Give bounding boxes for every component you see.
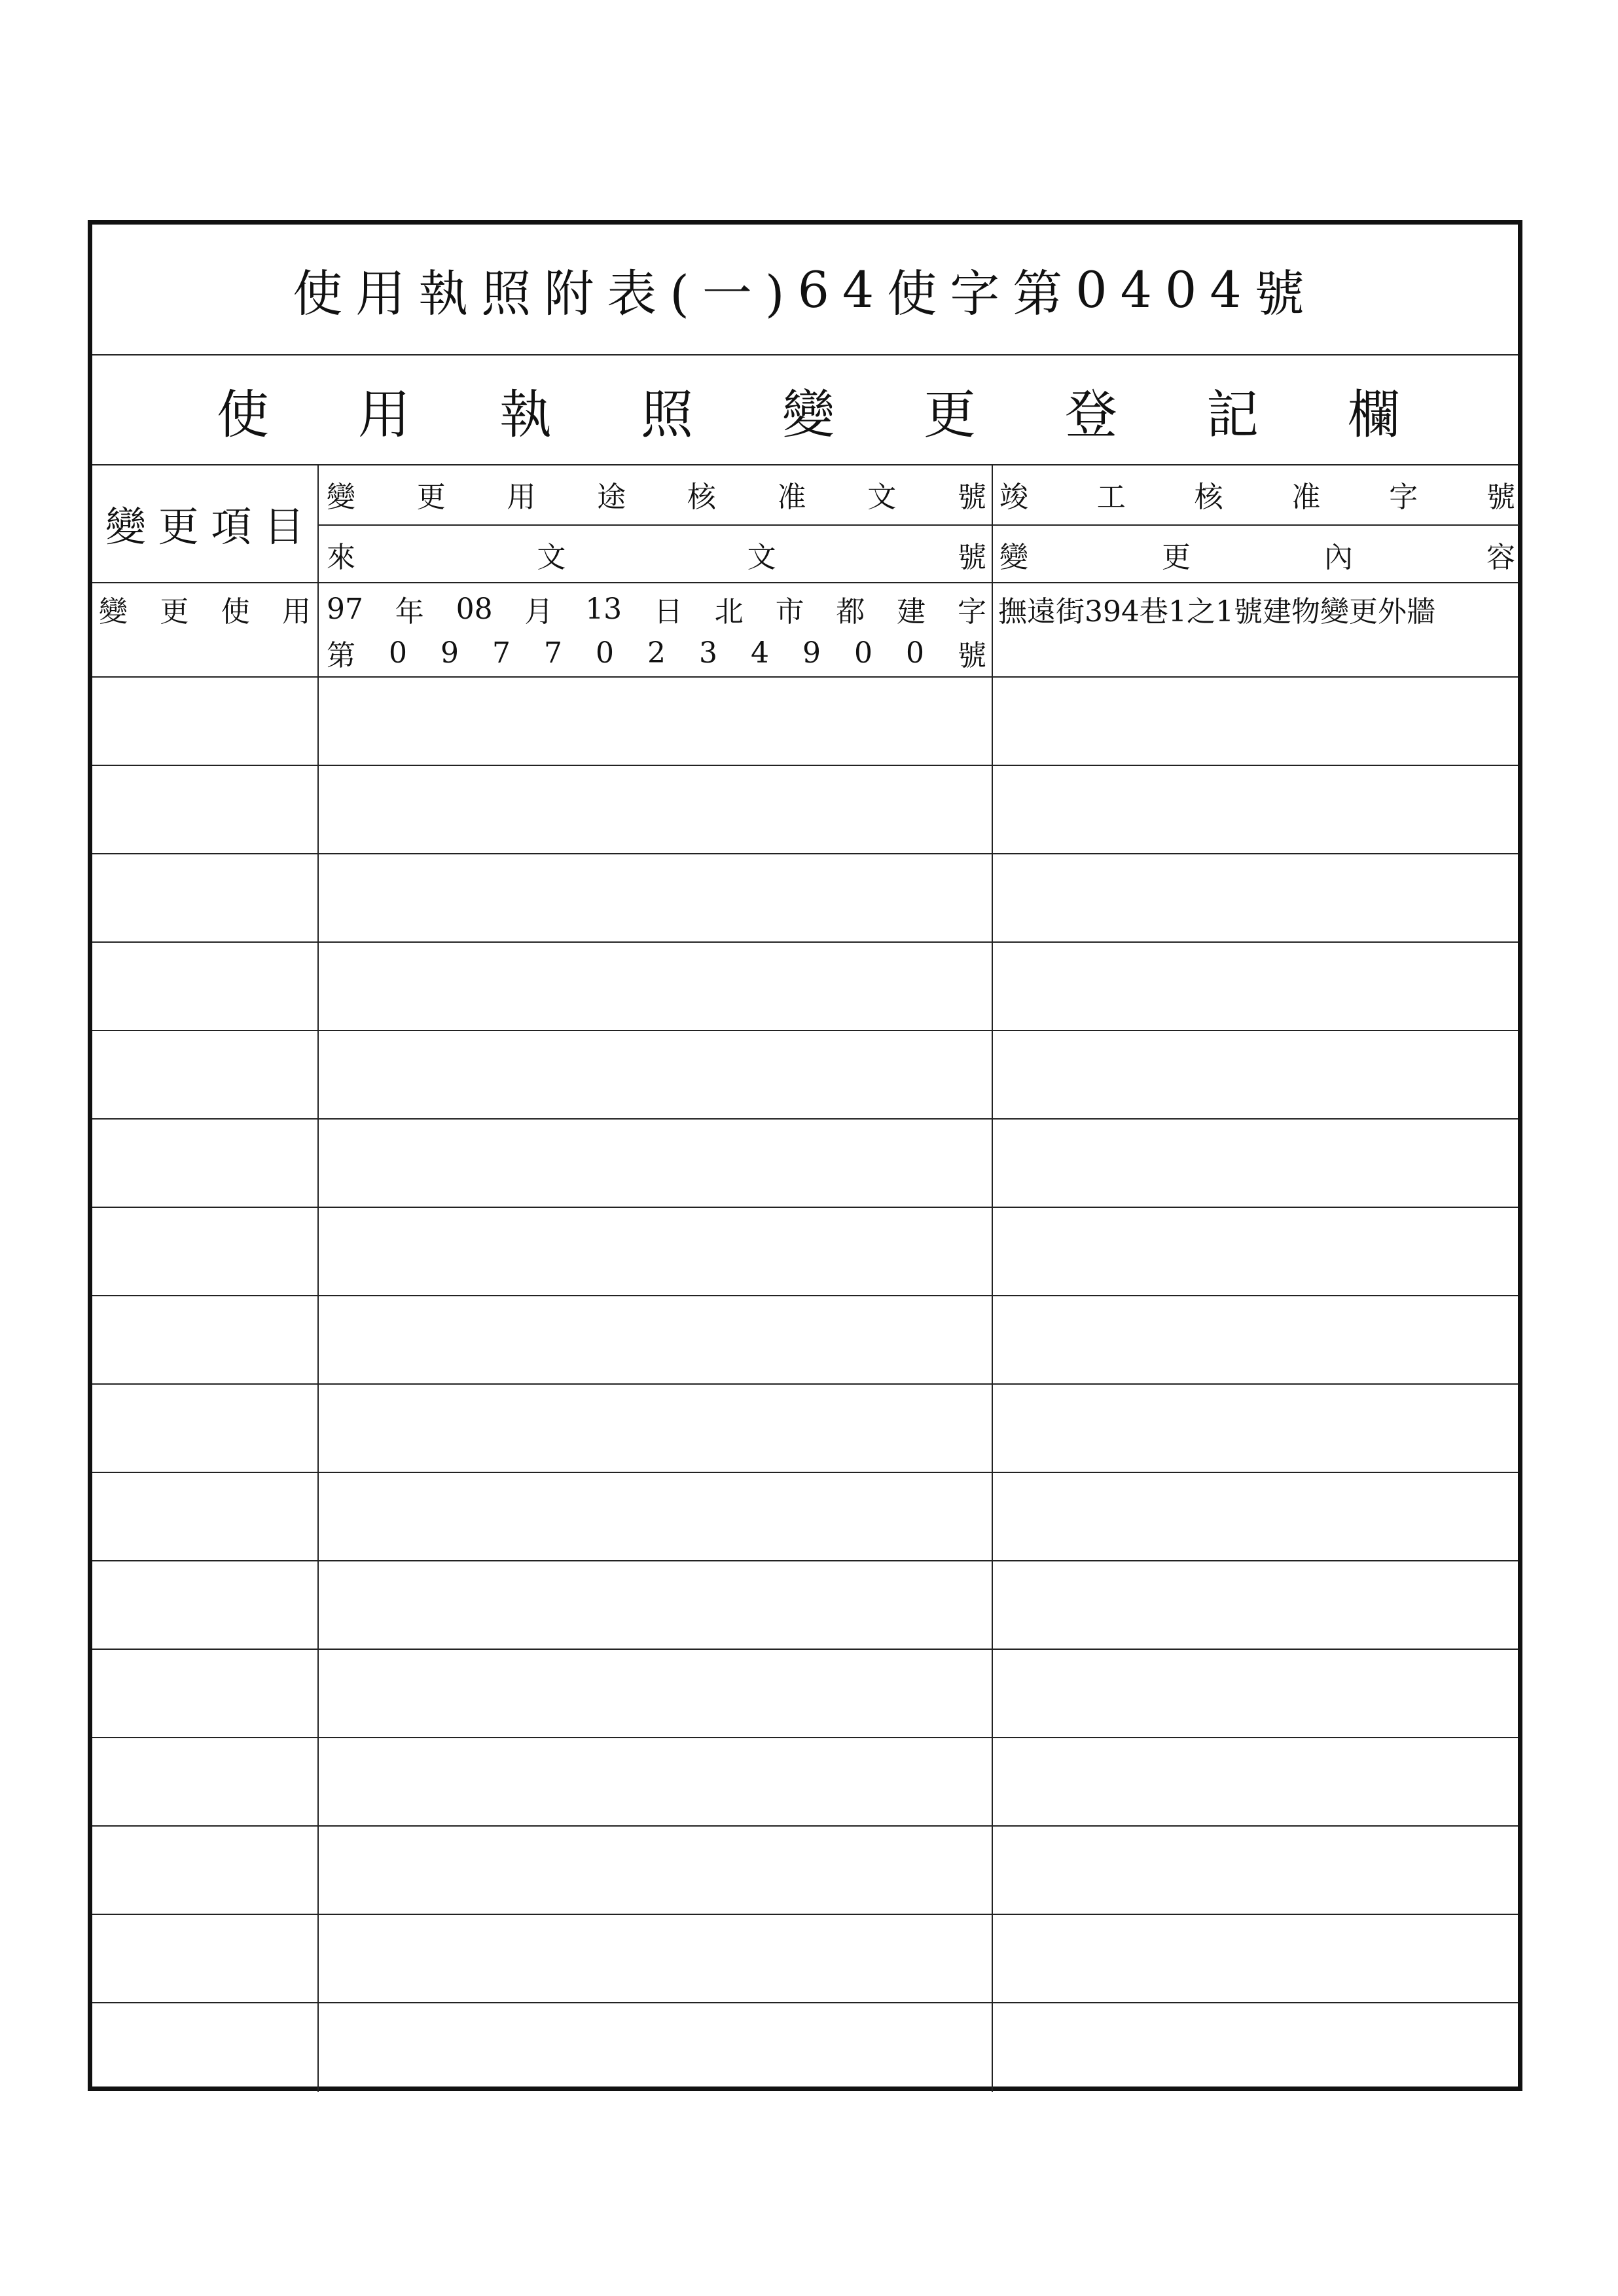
record-char: 都 xyxy=(836,595,865,629)
subtitle-char: 更 xyxy=(924,384,976,445)
header-char: 變 xyxy=(105,502,147,551)
header-completion-approval-no xyxy=(996,467,1519,522)
table-row-divider xyxy=(92,2002,1518,2003)
header-char: 文 xyxy=(747,541,776,574)
header-char: 變 xyxy=(327,481,355,514)
header-char: 項 xyxy=(211,502,252,551)
title-char: 執 xyxy=(418,264,482,323)
record-char: 0 xyxy=(389,636,407,670)
record-char: 08 xyxy=(456,592,493,626)
table-row-divider xyxy=(92,1383,1518,1385)
record-char: 7 xyxy=(492,636,511,670)
table-row-divider xyxy=(92,1737,1518,1738)
usage-permit-attached-table xyxy=(88,220,1522,2091)
title-char: 64 xyxy=(797,260,888,319)
header-char: 竣 xyxy=(999,481,1028,514)
header-char: 核 xyxy=(1194,481,1223,514)
record-char: 變 xyxy=(99,595,128,629)
table-row-divider xyxy=(92,1295,1518,1296)
record-char: 建 xyxy=(897,595,926,629)
header-char: 目 xyxy=(263,502,304,551)
record-char: 0 xyxy=(906,636,924,670)
header-char: 內 xyxy=(1324,541,1353,574)
table-row-divider xyxy=(92,1207,1518,1208)
record-char: 更 xyxy=(160,595,189,629)
header-char: 核 xyxy=(687,481,716,514)
column-divider xyxy=(992,464,993,2092)
header-char: 更 xyxy=(416,481,446,514)
table-row-divider xyxy=(92,676,1518,678)
table-row-divider xyxy=(92,853,1518,854)
header-char: 文 xyxy=(537,541,566,574)
record-char: 年 xyxy=(395,595,424,629)
record-char: 字 xyxy=(957,595,986,629)
record-char: 使 xyxy=(221,595,250,629)
table-row-divider xyxy=(92,941,1518,943)
header-char: 途 xyxy=(597,481,626,514)
title-char: 0404 xyxy=(1075,260,1255,319)
record-char: 日 xyxy=(653,595,683,629)
header-char: 更 xyxy=(158,502,199,551)
header-char: 號 xyxy=(957,481,986,514)
header-char: 來 xyxy=(327,541,355,574)
title-char: 照 xyxy=(481,264,545,323)
record-char: 7 xyxy=(544,636,562,670)
column-divider xyxy=(317,464,319,2092)
record-char: 9 xyxy=(440,636,459,670)
header-char: 容 xyxy=(1486,541,1515,574)
record-char: 4 xyxy=(751,636,769,670)
header-char: 更 xyxy=(1162,541,1191,574)
record-change-content: 撫遠街394巷1之1號建物變更外牆 xyxy=(998,595,1435,629)
record-doc-line2 xyxy=(321,630,992,675)
header-char: 變 xyxy=(999,541,1028,574)
record-char: 第 xyxy=(327,639,355,672)
header-char: 文 xyxy=(867,481,897,514)
header-change-approval-no xyxy=(321,467,992,522)
subtitle-char: 欄 xyxy=(1348,384,1400,445)
subtitle-char: 記 xyxy=(1206,384,1259,445)
header-change-content xyxy=(996,527,1519,582)
subtitle-char: 用 xyxy=(358,384,410,445)
table-row-divider xyxy=(92,1560,1518,1561)
record-char: 9 xyxy=(802,636,821,670)
header-char: 號 xyxy=(1486,481,1515,514)
subtitle-char: 變 xyxy=(782,384,835,445)
title-char: (一) xyxy=(670,264,798,323)
record-char: 月 xyxy=(524,595,554,629)
record-char: 北 xyxy=(714,595,744,629)
record-change-item xyxy=(92,586,317,632)
title-char: 使 xyxy=(293,264,356,323)
record-char: 2 xyxy=(647,636,666,670)
record-char: 0 xyxy=(854,636,872,670)
header-char: 字 xyxy=(1389,481,1418,514)
record-char: 用 xyxy=(281,595,311,629)
header-change-item xyxy=(92,464,317,582)
table-row-divider xyxy=(92,1825,1518,1827)
title-char: 附 xyxy=(544,264,607,323)
title-char: 使字第 xyxy=(887,264,1076,323)
header-char: 准 xyxy=(1291,481,1321,514)
header-incoming-doc-no xyxy=(321,527,992,582)
subtitle-char: 執 xyxy=(499,384,552,445)
table-row-divider xyxy=(92,1030,1518,1031)
table-row-divider xyxy=(92,1472,1518,1473)
table-row-divider xyxy=(92,1649,1518,1650)
record-char: 市 xyxy=(775,595,804,629)
section-title xyxy=(92,355,1518,464)
header-char: 號 xyxy=(957,541,986,574)
header-char: 工 xyxy=(1096,481,1126,514)
table-row-divider xyxy=(92,1914,1518,1915)
title-char: 用 xyxy=(355,264,419,323)
title-char: 表 xyxy=(607,264,670,323)
record-doc-line1 xyxy=(321,586,992,632)
subtitle-char: 使 xyxy=(217,384,269,445)
subtitle-char: 照 xyxy=(641,384,693,445)
subtitle-char: 登 xyxy=(1065,384,1117,445)
record-char: 0 xyxy=(596,636,614,670)
header-char: 用 xyxy=(507,481,536,514)
form-title xyxy=(92,225,1518,354)
record-char: 號 xyxy=(958,639,986,672)
divider xyxy=(92,582,1518,583)
table-row-divider xyxy=(92,1118,1518,1120)
title-char: 號 xyxy=(1254,264,1318,323)
record-char: 13 xyxy=(585,592,622,626)
record-char: 3 xyxy=(699,636,717,670)
table-row-divider xyxy=(92,765,1518,766)
header-char: 准 xyxy=(777,481,806,514)
record-char: 97 xyxy=(327,592,363,626)
header-mid-divider xyxy=(317,524,1519,526)
